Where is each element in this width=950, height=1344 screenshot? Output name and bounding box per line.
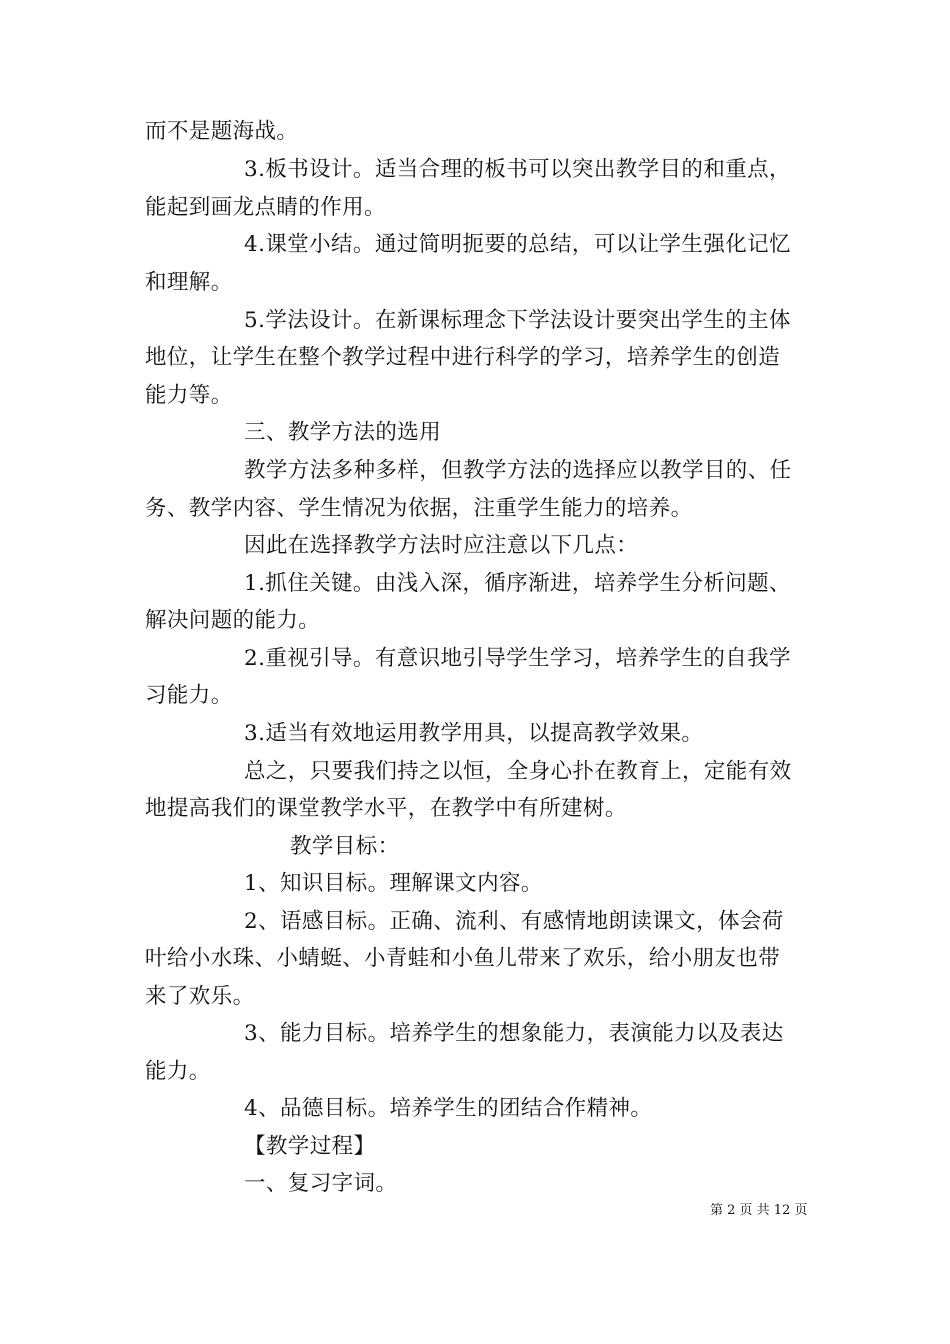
section-heading: 【教学过程】	[244, 1134, 376, 1159]
text-line: 1.抓住关键。由浅入深，循序渐进，培养学生分析问题、	[244, 571, 791, 596]
text-line: 解决问题的能力。	[145, 608, 321, 633]
text-line: 和理解。	[145, 270, 233, 295]
text-line: 能力。	[145, 1059, 211, 1084]
text-line: 能起到画龙点睛的作用。	[145, 195, 386, 220]
text-line: 2、语感目标。正确、流利、有感情地朗读课文，体会荷	[244, 909, 784, 934]
text-line: 1、知识目标。理解课文内容。	[244, 871, 543, 896]
page-number: 第 2 页 共 12 页	[710, 1203, 808, 1218]
text-line: 教学方法多种多样，但教学方法的选择应以教学目的、任	[244, 458, 792, 483]
text-line: 务、教学内容、学生情况为依据，注重学生能力的培养。	[145, 496, 693, 521]
section-heading: 教学目标：	[290, 834, 400, 859]
text-line: 习能力。	[145, 683, 233, 708]
text-line: 来了欢乐。	[145, 984, 255, 1009]
section-heading: 三、教学方法的选用	[244, 420, 442, 445]
text-line: 3、能力目标。培养学生的想象能力，表演能力以及表达	[244, 1021, 784, 1046]
text-line: 叶给小水珠、小蜻蜓、小青蛙和小鱼儿带来了欢乐，给小朋友也带	[145, 946, 781, 971]
text-line: 能力等。	[145, 383, 233, 408]
text-line: 地提高我们的课堂教学水平，在教学中有所建树。	[145, 796, 627, 821]
text-line: 因此在选择教学方法时应注意以下几点：	[244, 533, 639, 558]
text-line: 总之，只要我们持之以恒，全身心扑在教育上，定能有效	[244, 759, 792, 784]
text-line: 2.重视引导。有意识地引导学生学习，培养学生的自我学	[244, 646, 791, 671]
text-line: 3.适当有效地运用教学用具，以提高教学效果。	[244, 721, 704, 746]
text-line: 5.学法设计。在新课标理念下学法设计要突出学生的主体	[244, 308, 791, 333]
text-line: 4、品德目标。培养学生的团结合作精神。	[244, 1096, 653, 1121]
text-line: 3.板书设计。适当合理的板书可以突出教学目的和重点，	[244, 157, 791, 182]
text-line: 而不是题海战。	[145, 119, 299, 144]
text-line: 地位，让学生在整个教学过程中进行科学的学习，培养学生的创造	[145, 345, 781, 370]
text-line: 一、复习字词。	[244, 1171, 398, 1196]
text-line: 4.课堂小结。通过简明扼要的总结，可以让学生强化记忆	[244, 232, 791, 257]
